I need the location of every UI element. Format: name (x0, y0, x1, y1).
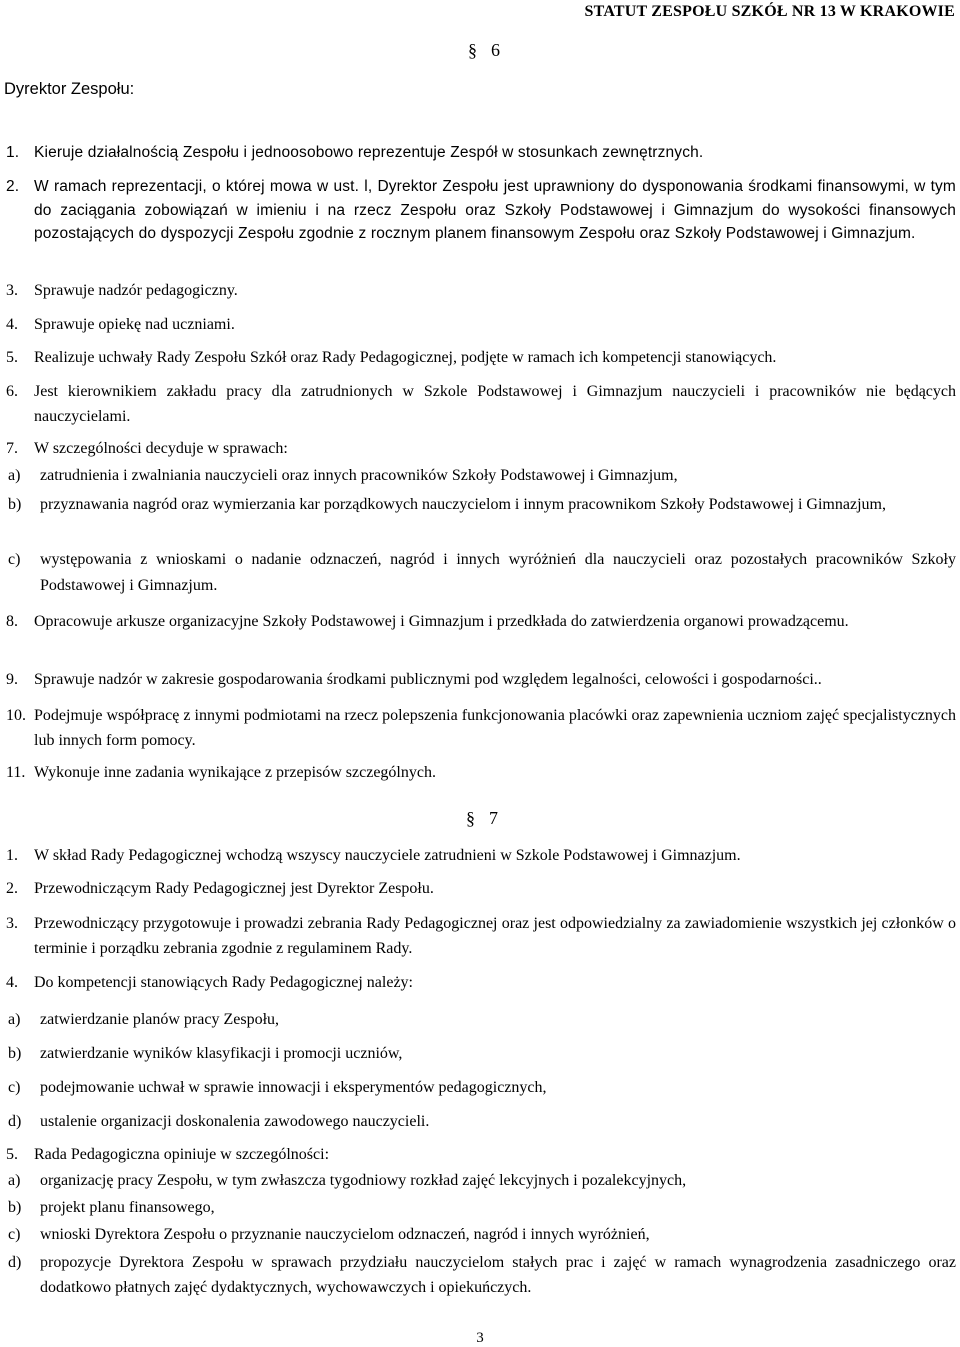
sub-item (8, 1195, 956, 1221)
item-text: zatwierdzanie planów pracy Zespołu, (40, 1011, 280, 1028)
item-letter: b) (8, 496, 22, 513)
item-text: Przewodniczący przygotowuje i prowadzi zebrania Rady Pedagogicznej oraz jest odpowiedzialny za zawiadomienie wszystkich jej członków o terminie i porządku zebrania zgodnie z regulaminem Rady. (34, 915, 956, 957)
list-item (6, 279, 956, 304)
item-text: Do kompetencji stanowiących Rady Pedagogicznej należy: (34, 974, 413, 991)
item-letter: a) (8, 1011, 21, 1028)
item-text: zatwierdzanie wyników klasyfikacji i promocji uczniów, (40, 1045, 403, 1062)
item-text: wnioski Dyrektora Zespołu o przyznanie nauczycielom odznaczeń, nagród i innych wyróżnień, (40, 1226, 650, 1243)
section-6-heading (468, 40, 500, 61)
list-item (6, 971, 956, 996)
section-number: 7 (489, 808, 498, 828)
item-text: Jest kierownikiem zakładu pracy dla zatrudnionych w Szkole Podstawowej i Gimnazjum nauczycieli i pracowników nie będących nauczycielami. (34, 383, 956, 425)
item-text: Przewodniczącym Rady Pedagogicznej jest Dyrektor Zespołu. (34, 880, 434, 897)
item-letter: b) (8, 1199, 22, 1216)
list-item (6, 877, 956, 902)
item-text: podejmowanie uchwał w sprawie innowacji i eksperymentów pedagogicznych, (40, 1079, 547, 1096)
list-item (6, 346, 956, 371)
item-number: 3. (6, 915, 18, 932)
item-text: projekt planu finansowego, (40, 1199, 215, 1216)
item-number: 10. (6, 707, 26, 724)
item-text: Sprawuje nadzór w zakresie gospodarowania środkami publicznymi pod względem legalności, celowości i gospodarności.. (34, 671, 822, 688)
list-item (6, 610, 956, 635)
list-item (6, 668, 956, 693)
item-text: W ramach reprezentacji, o której mowa w ust. l, Dyrektor Zespołu jest uprawniony do dysponowania środkami finansowymi, w tym do zaciągania zobowiązań w imieniu i na rzecz Zespołu oraz Szkoły Podstawowej i Gimnazjum do wysokości finansowych pozostających do dyspozycji Zespołu zgodnie z rocznym planem finansowym Zespołu oraz Szkoły Podstawowej i Gimnazjum. (34, 178, 956, 242)
item-text: Rada Pedagogiczna opiniuje w szczególności: (34, 1146, 330, 1163)
list-item (6, 437, 956, 462)
item-text: W szczególności decyduje w sprawach: (34, 440, 288, 457)
section-7-heading (466, 808, 498, 829)
item-number: 3. (6, 282, 18, 299)
sub-item (8, 1007, 956, 1033)
sub-item (8, 1109, 956, 1135)
list-item (6, 844, 956, 869)
item-letter: c) (8, 1226, 21, 1243)
item-letter: d) (8, 1254, 22, 1271)
item-letter: b) (8, 1045, 22, 1062)
item-text: zatrudnienia i zwalniania nauczycieli oraz innych pracowników Szkoły Podstawowej i Gimnazjum, (40, 467, 678, 484)
list-item (6, 313, 956, 338)
item-letter: a) (8, 467, 21, 484)
sub-item (8, 547, 956, 599)
item-text: występowania z wnioskami o nadanie odznaczeń, nagród i innych wyróżnień dla nauczycieli oraz pozostałych pracowników Szkoły Podstawowej i Gimnazjum. (40, 551, 956, 594)
sub-item (8, 1041, 956, 1067)
item-text: przyznawania nagród oraz wymierzania kar porządkowych nauczycielom i innym pracownikom Szkoły Podstawowej i Gimnazjum, (40, 496, 886, 513)
item-text: propozycje Dyrektora Zespołu w sprawach przydziału nauczycielom stałych prac i zajęć w ramach wynagrodzenia zasadniczego oraz dodatkowo płatnych zajęć dydaktycznych, wychowawczych i opiekuńczych. (40, 1254, 956, 1296)
sub-item (8, 492, 956, 518)
list-item (6, 704, 956, 753)
list-item (6, 761, 956, 786)
section-number: 6 (491, 40, 500, 60)
sub-item (8, 1250, 956, 1300)
item-letter: a) (8, 1172, 21, 1189)
item-number: 5. (6, 349, 18, 366)
item-number: 11. (6, 764, 26, 781)
item-text: Sprawuje nadzór pedagogiczny. (34, 282, 238, 299)
list-item (6, 912, 956, 961)
list-item (6, 175, 956, 246)
section-symbol: § (466, 808, 475, 828)
item-number: 6. (6, 383, 18, 400)
item-number: 1. (6, 847, 18, 864)
item-number: 5. (6, 1146, 18, 1163)
list-item (6, 1143, 956, 1168)
item-text: Kieruje działalnością Zespołu i jednoosobowo reprezentuje Zespół w stosunkach zewnętrznych. (34, 144, 704, 161)
sub-item (8, 463, 956, 489)
item-number: 4. (6, 974, 18, 991)
section-6-intro: Dyrektor Zespołu: (4, 80, 135, 98)
item-text: Opracowuje arkusze organizacyjne Szkoły Podstawowej i Gimnazjum i przedkłada do zatwierdzenia organowi prowadzącemu. (34, 613, 849, 630)
item-number: 2. (6, 178, 20, 195)
item-number: 4. (6, 316, 18, 333)
item-number: 1. (6, 144, 20, 161)
item-text: Sprawuje opiekę nad uczniami. (34, 316, 235, 333)
list-item (6, 380, 956, 429)
item-text: W skład Rady Pedagogicznej wchodzą wszyscy nauczyciele zatrudnieni w Szkole Podstawowej i Gimnazjum. (34, 847, 741, 864)
item-number: 7. (6, 440, 18, 457)
item-text: ustalenie organizacji doskonalenia zawodowego nauczycieli. (40, 1113, 430, 1130)
sub-item (8, 1222, 956, 1248)
item-text: Realizuje uchwały Rady Zespołu Szkół oraz Rady Pedagogicznej, podjęte w ramach ich kompetencji stanowiących. (34, 349, 777, 366)
item-letter: c) (8, 1079, 21, 1096)
page-number: 3 (476, 1330, 484, 1346)
item-text: organizację pracy Zespołu, w tym zwłaszcza tygodniowy rozkład zajęć lekcyjnych i pozalekcyjnych, (40, 1172, 687, 1189)
item-text: Wykonuje inne zadania wynikające z przepisów szczególnych. (34, 764, 436, 781)
item-number: 9. (6, 671, 18, 688)
item-number: 2. (6, 880, 18, 897)
document-header: STATUT ZESPOŁU SZKÓŁ NR 13 W KRAKOWIE (584, 3, 955, 20)
item-letter: d) (8, 1113, 22, 1130)
section-symbol: § (468, 40, 477, 60)
item-text: Podejmuje współpracę z innymi podmiotami na rzecz polepszenia funkcjonowania placówki oraz zapewnienia uczniom zajęć specjalistycznych lub innych form pomocy. (34, 707, 956, 749)
item-number: 8. (6, 613, 18, 630)
sub-item (8, 1168, 956, 1194)
item-letter: c) (8, 551, 21, 568)
sub-item (8, 1075, 956, 1101)
list-item (6, 141, 956, 166)
